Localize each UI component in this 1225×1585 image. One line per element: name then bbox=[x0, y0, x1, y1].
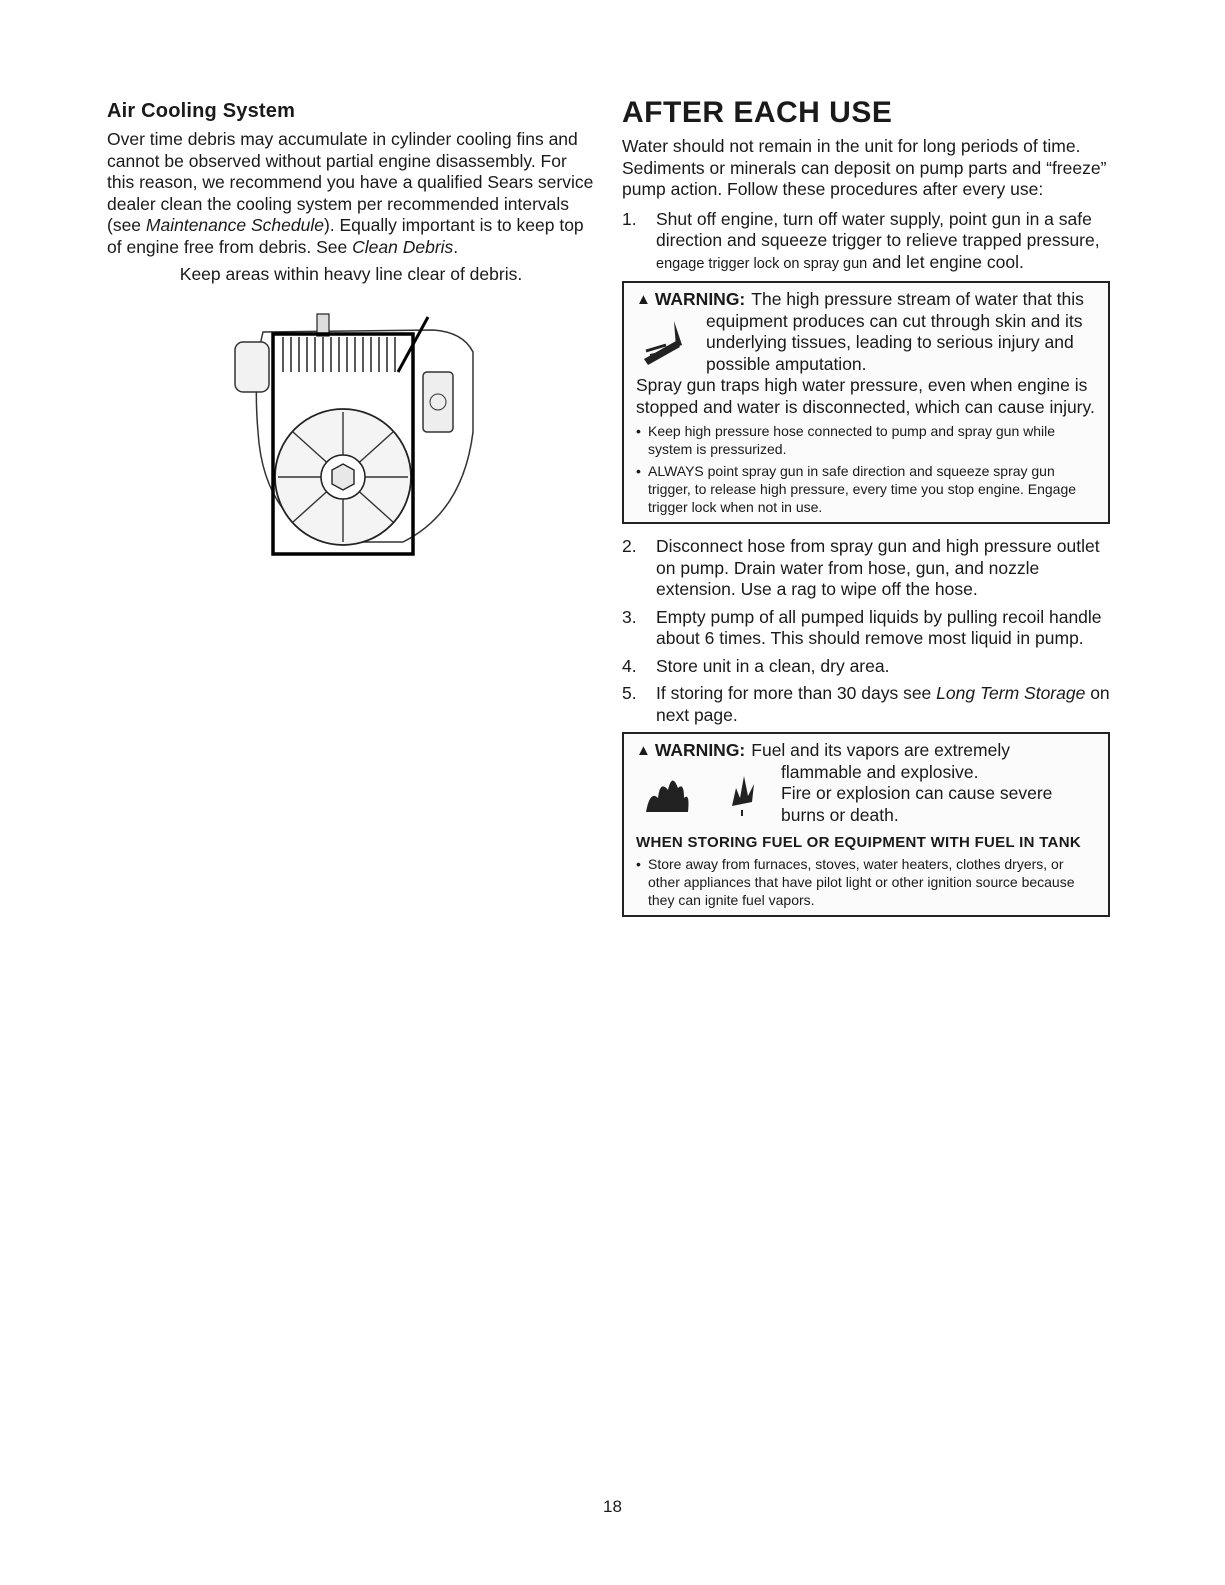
list-item bbox=[636, 855, 1098, 909]
step5-text-b: on next page. bbox=[656, 683, 1110, 725]
para-text-1: Over time debris may accumulate in cylinder cooling fins and cannot be observed without partial engine disassembly. For this reason, we recommend you have a qualified Sears service dealer clean the cooling system per recommended intervals (see bbox=[107, 129, 594, 235]
warning-triangle-icon: ▲ bbox=[636, 742, 651, 759]
step-number: 3. bbox=[622, 606, 637, 627]
figure-caption: Keep areas within heavy line clear of debris. bbox=[179, 264, 523, 284]
section-heading-air-cooling: Air Cooling System bbox=[107, 100, 296, 122]
step1-text-b: and let engine cool. bbox=[867, 251, 1024, 272]
maintenance-schedule-ref: Maintenance Schedule bbox=[145, 215, 324, 235]
bullet-dot: • bbox=[636, 856, 641, 872]
bullet-dot: • bbox=[636, 423, 641, 439]
high-pressure-spray-icon bbox=[636, 311, 706, 373]
step-text bbox=[656, 683, 1110, 726]
step1-text-small: engage trigger lock on spray gun bbox=[656, 255, 868, 272]
fuel-storage-title: WHEN STORING FUEL OR EQUIPMENT WITH FUEL IN TANK bbox=[636, 834, 1081, 851]
step-number: 1. bbox=[622, 208, 637, 229]
procedure-list-continued bbox=[622, 536, 1110, 726]
step-text bbox=[656, 209, 1110, 276]
procedure-list bbox=[622, 209, 1110, 276]
bullet-text: Store away from furnaces, stoves, water heaters, clothes dryers, or other appliances that have pilot light or other ignition source because they can ignite fuel vapors. bbox=[648, 856, 1075, 908]
warning-label: WARNING: bbox=[654, 740, 746, 760]
clean-debris-ref: Clean Debris bbox=[352, 236, 454, 257]
step-number: 4. bbox=[622, 655, 637, 676]
warning-head-text: The high pressure stream of water that this bbox=[751, 289, 1084, 309]
long-term-storage-ref: Long Term Storage bbox=[936, 683, 1086, 703]
bullet-dot: • bbox=[636, 463, 641, 479]
list-item bbox=[622, 683, 1110, 726]
warning-box-fuel bbox=[622, 732, 1110, 917]
warning-header bbox=[636, 289, 1098, 311]
step5-text-a: If storing for more than 30 days see bbox=[656, 683, 937, 703]
right-column bbox=[622, 96, 1110, 929]
engine-illustration bbox=[233, 312, 483, 567]
bullet-text: Keep high pressure hose connected to pump and spray gun while system is pressurized. bbox=[648, 423, 1056, 457]
warning-detail-row bbox=[636, 762, 1098, 827]
warning-triangle-icon: ▲ bbox=[636, 291, 651, 308]
warning-rest-text: equipment produces can cut through skin and its underlying tissues, leading to serious injury and possible amputation. bbox=[706, 310, 1083, 374]
left-column bbox=[107, 100, 595, 286]
warning-fuel-lines bbox=[781, 762, 1098, 827]
step-number: 5. bbox=[622, 683, 637, 703]
para-text-3: . bbox=[453, 236, 459, 257]
page-number: 18 bbox=[603, 1497, 622, 1516]
list-item bbox=[622, 536, 1110, 601]
warning-line-3: Fire or explosion can cause severe burns or death. bbox=[781, 783, 1053, 825]
list-item bbox=[636, 422, 1098, 458]
step1-text-a: Shut off engine, turn off water supply, point gun in a safe direction and squeeze trigger to relieve trapped pressure, bbox=[656, 208, 1100, 250]
step-text: Empty pump of all pumped liquids by pulling recoil handle about 6 times. This should remove most liquid in pump. bbox=[656, 606, 1102, 648]
warning-line-2: flammable and explosive. bbox=[781, 761, 979, 782]
air-cooling-paragraph bbox=[107, 129, 595, 258]
warning-label: WARNING: bbox=[654, 289, 746, 309]
list-item bbox=[622, 656, 1110, 678]
step-text: Store unit in a clean, dry area. bbox=[656, 655, 890, 676]
para-text-2: ). Equally important is to keep top of engine free from debris. See bbox=[107, 215, 584, 257]
list-item bbox=[636, 462, 1098, 516]
warning-box-pressure bbox=[622, 281, 1110, 524]
step-number: 2. bbox=[622, 536, 637, 556]
warning-header bbox=[636, 740, 1098, 762]
after-use-intro: Water should not remain in the unit for long periods of time. Sediments or minerals can deposit on pump parts and “freeze” pump action. Follow these procedures after every use: bbox=[622, 136, 1107, 199]
warning-detail-row bbox=[636, 311, 1098, 376]
list-item bbox=[622, 607, 1110, 650]
fire-explosion-icon bbox=[636, 762, 781, 818]
step-text: Disconnect hose from spray gun and high pressure outlet on pump. Drain water from hose, gun, and nozzle extension. Use a rag to wipe off the hose. bbox=[656, 536, 1100, 599]
warning-head-text: Fuel and its vapors are extremely bbox=[751, 740, 1010, 760]
list-item bbox=[622, 209, 1110, 276]
section-heading-after-each-use: AFTER EACH USE bbox=[622, 96, 893, 129]
warning-body-text: Spray gun traps high water pressure, even when engine is stopped and water is disconnected, which can cause injury. bbox=[636, 375, 1095, 417]
bullet-text: ALWAYS point spray gun in safe direction and squeeze spray gun trigger, to release high pressure, every time you stop engine. Engage trigger lock when not in use. bbox=[648, 463, 1077, 515]
